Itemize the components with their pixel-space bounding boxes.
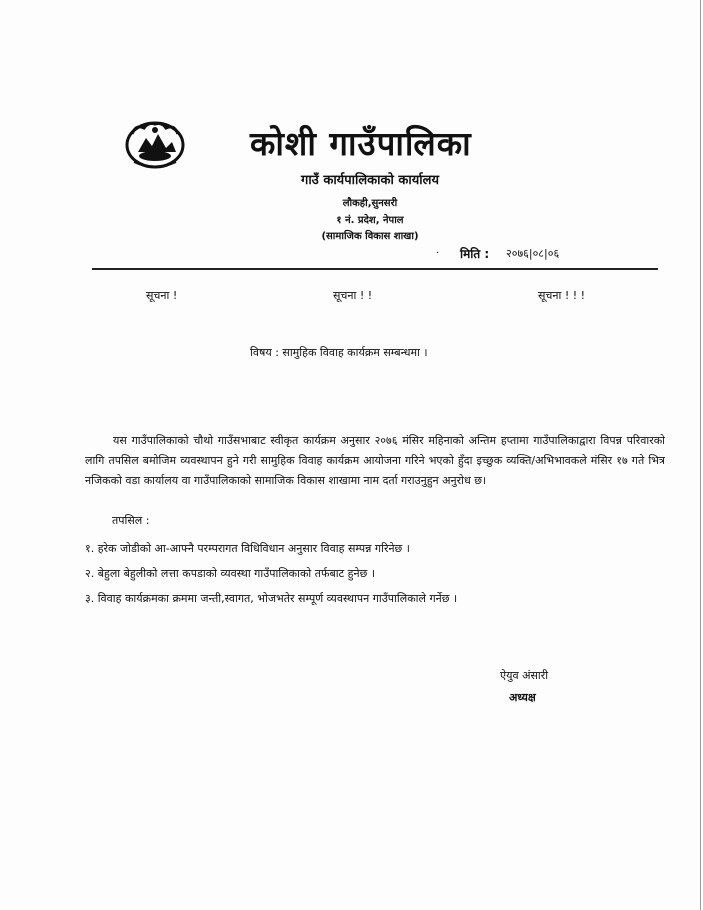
- notice-label-3: सूचना ! ! !: [538, 289, 586, 302]
- date-value: २०७६|०८|०६: [506, 247, 560, 260]
- notice-label-2: सूचना ! !: [333, 289, 373, 302]
- list-item: २. बेहुला बेहुलीको लत्ता कपडाको व्यवस्था गाउँपालिकाको तर्फबाट हुनेछ ।: [85, 567, 375, 580]
- office-name: गाउँ कार्यपालिकाको कार्यालय: [301, 173, 439, 188]
- date-label: मिति :: [460, 247, 490, 261]
- address-line-1: लौकही,सुनसरी: [342, 198, 398, 209]
- page-edge: [700, 0, 701, 910]
- notice-label-1: सूचना !: [146, 289, 178, 302]
- list-item: ३. विवाह कार्यक्रमका क्रममा जन्ती,स्वागत, भोजभतेर सम्पूर्ण व्यवस्थापन गाउँपालिकाले गर्नेछ ।: [85, 592, 458, 605]
- details-label: तपसिल :: [112, 514, 150, 527]
- subject-line: विषय : सामुहिक विवाह कार्यक्रम सम्बन्धमा ।: [250, 346, 428, 359]
- section-name: (सामाजिक विकास शाखा): [321, 231, 419, 242]
- body-paragraph: यस गाउँपालिकाको चौथो गाउँसभाबाट स्वीकृत कार्यक्रम अनुसार २०७६ मंसिर महिनाको अन्तिम हप्तामा गाउँपालिकाद्वारा विपन्न परिवारको लागि तपसिल बमोजिम व्यवस्थापन हुने गरी सामुहिक विवाह कार्यक्रम आयोजना गरिने भएको हुँदा इच्छुक व्यक्ति/अभिभावकले मंसिर १७ गते भित्र नजिकको वडा कार्यालय वा गाउँपालिकाको सामाजिक विकास शाखामा नाम दर्ता गराउनुहुन अनुरोध छ।: [85, 434, 665, 487]
- address-line-2: १ नं. प्रदेश, नेपाल: [336, 215, 404, 226]
- signatory-name: ऐयुव अंसारी: [500, 669, 549, 682]
- page-title: कोशी गाउँपालिका: [250, 124, 472, 163]
- signatory-title: अध्यक्ष: [509, 691, 536, 704]
- list-item: १. हरेक जोडीको आ-आफ्नै परम्परागत विधिविधान अनुसार विवाह सम्पन्न गरिनेछ ।: [85, 542, 410, 555]
- mark-dot: ·: [436, 248, 440, 259]
- nepal-emblem-icon: [124, 118, 186, 170]
- header-divider: [92, 268, 658, 270]
